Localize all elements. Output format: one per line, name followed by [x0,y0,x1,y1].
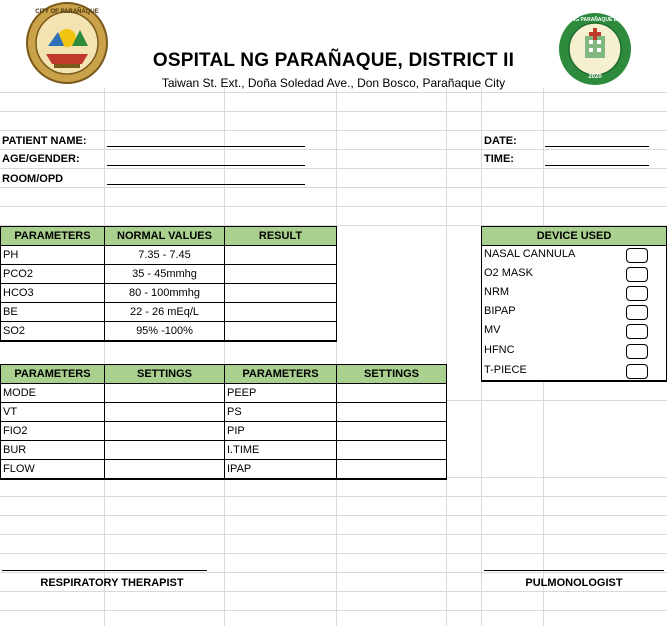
vent-param: BUR [1,441,105,460]
vent-header-settings: SETTINGS [105,365,225,384]
list-item [484,344,664,356]
abg-result-cell[interactable] [225,265,337,284]
abg-result-cell[interactable] [225,303,337,322]
device-checkbox[interactable] [626,305,648,320]
list-item [484,248,664,260]
hospital-seal-year: 2020 [588,74,602,80]
vent-setting-cell[interactable] [337,460,447,479]
therapist-signature-line[interactable] [2,570,207,571]
abg-param: SO2 [1,322,105,341]
therapist-signature-label: RESPIRATORY THERAPIST [40,577,184,589]
list-item [484,305,664,317]
vent-param: I.TIME [225,441,337,460]
vent-setting-cell[interactable] [105,460,225,479]
hospital-address: Taiwan St. Ext., Doña Soledad Ave., Don Bosco, Parañaque City [161,76,506,90]
device-checkbox[interactable] [626,267,648,282]
pulmonologist-signature-line[interactable] [484,570,664,571]
age-gender-field[interactable] [107,165,305,166]
vent-param: FIO2 [1,422,105,441]
abg-result-cell[interactable] [225,284,337,303]
abg-parameters-table [0,226,337,341]
device-used-table [481,226,667,246]
time-label: TIME: [484,153,514,165]
table-row [1,441,447,460]
device-label: T-PIECE [484,364,527,376]
abg-param: PH [1,246,105,265]
vent-setting-cell[interactable] [105,441,225,460]
patient-name-field[interactable] [107,146,305,147]
vent-header-parameters-2: PARAMETERS [225,365,337,384]
vent-setting-cell[interactable] [337,403,447,422]
abg-header-parameters: PARAMETERS [1,227,105,246]
abg-normal: 22 - 26 mEq/L [105,303,225,322]
vent-setting-cell[interactable] [337,441,447,460]
abg-result-cell[interactable] [225,322,337,341]
abg-result-cell[interactable] [225,246,337,265]
hospital-seal-text: OSPITAL NG PARAÑAQUE DISTRICT II [549,17,641,23]
room-opd-label: ROOM/OPD [2,173,64,185]
ventilator-settings-table [0,364,447,479]
hospital-seal-logo [549,12,641,86]
vent-param: MODE [1,384,105,403]
device-checkbox[interactable] [626,324,648,339]
vent-setting-cell[interactable] [337,422,447,441]
vent-param: VT [1,403,105,422]
vent-setting-cell[interactable] [105,384,225,403]
date-field[interactable] [545,146,649,147]
date-label: DATE: [484,135,517,147]
vent-param: PS [225,403,337,422]
city-seal-text: CITY OF PARAÑAQUE [35,9,99,15]
vent-param: IPAP [225,460,337,479]
list-item [484,364,664,376]
table-row [1,384,447,403]
list-item [484,286,664,298]
table-row [1,246,337,265]
vent-setting-cell[interactable] [105,422,225,441]
room-opd-field[interactable] [107,184,305,185]
table-row [1,422,447,441]
list-item [484,267,664,279]
pulmonologist-signature-label: PULMONOLOGIST [525,577,623,589]
table-row [1,303,337,322]
device-label: NRM [484,286,510,298]
age-gender-label: AGE/GENDER: [2,153,80,165]
device-checkbox[interactable] [626,286,648,301]
vent-param: PEEP [225,384,337,403]
table-row [1,284,337,303]
table-row [1,322,337,341]
table-row [1,403,447,422]
abg-param: BE [1,303,105,322]
device-checkbox[interactable] [626,344,648,359]
device-label: NASAL CANNULA [484,248,576,260]
vent-header-settings-2: SETTINGS [337,365,447,384]
vent-setting-cell[interactable] [337,384,447,403]
device-label: MV [484,324,501,336]
abg-header-normal-values: NORMAL VALUES [105,227,225,246]
time-field[interactable] [545,165,649,166]
vent-param: FLOW [1,460,105,479]
table-row [1,265,337,284]
device-checkbox[interactable] [626,248,648,263]
device-label: HFNC [484,344,515,356]
device-label: BIPAP [484,305,516,317]
abg-normal: 35 - 45mmhg [105,265,225,284]
list-item [484,324,664,336]
vent-param: PIP [225,422,337,441]
patient-name-label: PATIENT NAME: [2,135,87,147]
abg-normal: 95% -100% [105,322,225,341]
vent-header-parameters: PARAMETERS [1,365,105,384]
device-header: DEVICE USED [482,227,667,246]
device-list [481,246,667,381]
abg-param: HCO3 [1,284,105,303]
device-checkbox[interactable] [626,364,648,379]
vent-setting-cell[interactable] [105,403,225,422]
abg-param: PCO2 [1,265,105,284]
abg-header-result: RESULT [225,227,337,246]
hospital-title: OSPITAL NG PARAÑAQUE, DISTRICT II [152,50,515,71]
device-label: O2 MASK [484,267,533,279]
abg-normal: 80 - 100mmhg [105,284,225,303]
abg-normal: 7.35 - 7.45 [105,246,225,265]
table-row [1,460,447,479]
